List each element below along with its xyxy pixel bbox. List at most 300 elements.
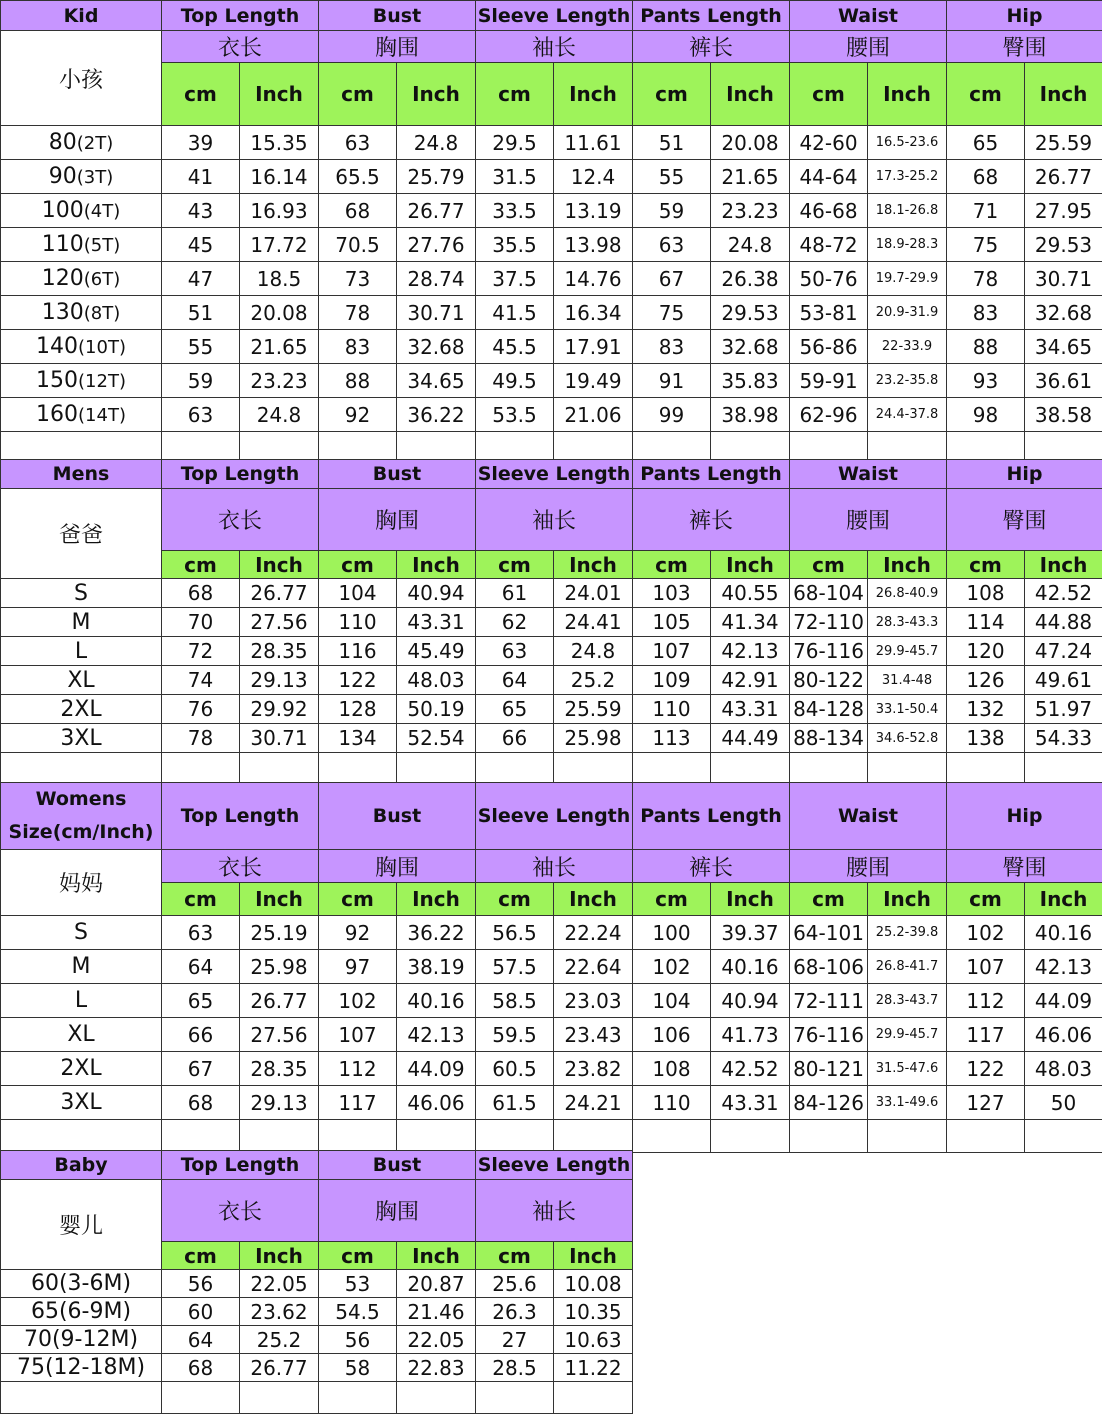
value-cell: 27 bbox=[476, 1326, 554, 1354]
value-cell: 67 bbox=[162, 1052, 240, 1086]
value-cell: 91 bbox=[633, 364, 711, 398]
unit-cm: cm bbox=[319, 63, 397, 126]
value-cell: 40.16 bbox=[1025, 916, 1102, 950]
value-cell: 25.98 bbox=[554, 724, 633, 753]
value-cell: 44.09 bbox=[1025, 984, 1102, 1018]
value-cell: 84-126 bbox=[790, 1086, 868, 1120]
value-cell: 24.01 bbox=[554, 579, 633, 608]
value-cell: 104 bbox=[633, 984, 711, 1018]
unit-cm: cm bbox=[319, 883, 397, 916]
value-cell: 42-60 bbox=[790, 126, 868, 160]
value-cell: 25.98 bbox=[240, 950, 319, 984]
value-cell: 100 bbox=[633, 916, 711, 950]
value-cell: 41.73 bbox=[711, 1018, 790, 1052]
table-row bbox=[1, 126, 1102, 160]
size-age: (3T) bbox=[76, 167, 114, 188]
size-label: 160 bbox=[36, 402, 79, 427]
womens-label-zh: 妈妈 bbox=[1, 850, 162, 916]
unit-cm: cm bbox=[633, 63, 711, 126]
womens-unit-row bbox=[1, 883, 1102, 916]
unit-inch: Inch bbox=[397, 883, 476, 916]
value-cell: 40.94 bbox=[397, 579, 476, 608]
value-cell: 60.5 bbox=[476, 1052, 554, 1086]
kid-label: Kid bbox=[1, 1, 162, 31]
value-cell: 27.56 bbox=[240, 608, 319, 637]
value-cell: 29.92 bbox=[240, 695, 319, 724]
value-cell: 16.34 bbox=[554, 296, 633, 330]
size-label: 120 bbox=[41, 266, 84, 291]
table-row bbox=[1, 950, 1102, 984]
col-waist: Waist bbox=[790, 1, 947, 31]
value-cell: 22-33.9 bbox=[868, 330, 947, 364]
col-bust: Bust bbox=[319, 460, 476, 489]
value-cell: 53.5 bbox=[476, 398, 554, 432]
value-cell: 43.31 bbox=[397, 608, 476, 637]
value-cell: 24.41 bbox=[554, 608, 633, 637]
size-label: L bbox=[74, 988, 88, 1013]
value-cell: 108 bbox=[633, 1052, 711, 1086]
size-age: (4T) bbox=[83, 201, 121, 222]
value-cell: 64 bbox=[162, 950, 240, 984]
col-top-length-zh: 衣长 bbox=[162, 1180, 319, 1242]
col-pants-length-zh: 裤长 bbox=[633, 31, 790, 63]
value-cell: 26.8-41.7 bbox=[868, 950, 947, 984]
value-cell: 42.91 bbox=[711, 666, 790, 695]
value-cell: 46.06 bbox=[397, 1086, 476, 1120]
col-sleeve-length-zh: 袖长 bbox=[476, 1180, 633, 1242]
col-hip-zh: 臀围 bbox=[947, 489, 1102, 551]
col-pants-length: Pants Length bbox=[633, 460, 790, 489]
value-cell: 10.08 bbox=[554, 1270, 633, 1298]
size-label: 140 bbox=[36, 334, 79, 359]
unit-inch: Inch bbox=[1025, 63, 1102, 126]
size-label: 3XL bbox=[60, 1090, 102, 1115]
value-cell: 68-106 bbox=[790, 950, 868, 984]
baby-label-zh: 婴儿 bbox=[1, 1180, 162, 1270]
size-cell bbox=[1, 194, 162, 228]
womens-header-row bbox=[1, 783, 1102, 850]
value-cell: 28.3-43.3 bbox=[868, 608, 947, 637]
unit-cm: cm bbox=[947, 551, 1025, 579]
col-top-length-zh: 衣长 bbox=[162, 850, 319, 883]
value-cell: 37.5 bbox=[476, 262, 554, 296]
col-hip: Hip bbox=[947, 1, 1102, 31]
value-cell: 83 bbox=[633, 330, 711, 364]
size-cell bbox=[1, 1326, 162, 1354]
size-cell bbox=[1, 262, 162, 296]
value-cell: 17.91 bbox=[554, 330, 633, 364]
value-cell: 22.64 bbox=[554, 950, 633, 984]
value-cell: 27.95 bbox=[1025, 194, 1102, 228]
value-cell: 31.4-48 bbox=[868, 666, 947, 695]
kid-label-zh: 小孩 bbox=[1, 31, 162, 126]
value-cell: 43.31 bbox=[711, 1086, 790, 1120]
value-cell: 68 bbox=[947, 160, 1025, 194]
value-cell: 23.43 bbox=[554, 1018, 633, 1052]
size-cell bbox=[1, 950, 162, 984]
value-cell: 44.49 bbox=[711, 724, 790, 753]
unit-cm: cm bbox=[319, 551, 397, 579]
value-cell: 43.31 bbox=[711, 695, 790, 724]
size-cell bbox=[1, 579, 162, 608]
value-cell: 62-96 bbox=[790, 398, 868, 432]
value-cell: 51.97 bbox=[1025, 695, 1102, 724]
value-cell: 103 bbox=[633, 579, 711, 608]
value-cell: 29.9-45.7 bbox=[868, 1018, 947, 1052]
unit-inch: Inch bbox=[397, 63, 476, 126]
table-row bbox=[1, 330, 1102, 364]
value-cell: 45.5 bbox=[476, 330, 554, 364]
value-cell: 102 bbox=[633, 950, 711, 984]
blank-row bbox=[1, 1382, 633, 1414]
table-row bbox=[1, 1326, 633, 1354]
unit-cm: cm bbox=[633, 551, 711, 579]
value-cell: 138 bbox=[947, 724, 1025, 753]
unit-cm: cm bbox=[947, 883, 1025, 916]
size-label: S bbox=[74, 580, 88, 606]
value-cell: 67 bbox=[633, 262, 711, 296]
value-cell: 40.94 bbox=[711, 984, 790, 1018]
unit-inch: Inch bbox=[711, 883, 790, 916]
unit-cm: cm bbox=[319, 1242, 397, 1270]
value-cell: 25.2 bbox=[554, 666, 633, 695]
value-cell: 46-68 bbox=[790, 194, 868, 228]
table-row bbox=[1, 1354, 633, 1382]
value-cell: 80-121 bbox=[790, 1052, 868, 1086]
value-cell: 28.74 bbox=[397, 262, 476, 296]
value-cell: 29.5 bbox=[476, 126, 554, 160]
value-cell: 35.5 bbox=[476, 228, 554, 262]
value-cell: 110 bbox=[319, 608, 397, 637]
value-cell: 88 bbox=[947, 330, 1025, 364]
value-cell: 83 bbox=[947, 296, 1025, 330]
value-cell: 56.5 bbox=[476, 916, 554, 950]
value-cell: 66 bbox=[476, 724, 554, 753]
col-hip-zh: 臀围 bbox=[947, 850, 1102, 883]
value-cell: 27.56 bbox=[240, 1018, 319, 1052]
table-row bbox=[1, 916, 1102, 950]
unit-inch: Inch bbox=[554, 883, 633, 916]
value-cell: 52.54 bbox=[397, 724, 476, 753]
value-cell: 65 bbox=[476, 695, 554, 724]
value-cell: 109 bbox=[633, 666, 711, 695]
value-cell: 24.8 bbox=[554, 637, 633, 666]
table-row bbox=[1, 1052, 1102, 1086]
value-cell: 24.8 bbox=[240, 398, 319, 432]
value-cell: 36.22 bbox=[397, 398, 476, 432]
value-cell: 63 bbox=[633, 228, 711, 262]
value-cell: 26.77 bbox=[1025, 160, 1102, 194]
value-cell: 80-122 bbox=[790, 666, 868, 695]
unit-cm: cm bbox=[790, 63, 868, 126]
value-cell: 61.5 bbox=[476, 1086, 554, 1120]
value-cell: 108 bbox=[947, 579, 1025, 608]
value-cell: 64 bbox=[476, 666, 554, 695]
size-label: 3XL bbox=[60, 725, 102, 751]
value-cell: 64 bbox=[162, 1326, 240, 1354]
table-row bbox=[1, 1086, 1102, 1120]
value-cell: 59 bbox=[633, 194, 711, 228]
table-row bbox=[1, 1018, 1102, 1052]
col-waist: Waist bbox=[790, 460, 947, 489]
value-cell: 46.06 bbox=[1025, 1018, 1102, 1052]
value-cell: 33.5 bbox=[476, 194, 554, 228]
value-cell: 64-101 bbox=[790, 916, 868, 950]
value-cell: 20.87 bbox=[397, 1270, 476, 1298]
value-cell: 44.88 bbox=[1025, 608, 1102, 637]
value-cell: 21.65 bbox=[711, 160, 790, 194]
value-cell: 22.24 bbox=[554, 916, 633, 950]
value-cell: 24.4-37.8 bbox=[868, 398, 947, 432]
size-age: (12T) bbox=[78, 371, 126, 392]
size-label: XL bbox=[67, 667, 95, 693]
col-bust-zh: 胸围 bbox=[319, 489, 476, 551]
size-label: M bbox=[71, 954, 91, 979]
size-cell bbox=[1, 1298, 162, 1326]
col-top-length: Top Length bbox=[162, 1151, 319, 1180]
value-cell: 56 bbox=[162, 1270, 240, 1298]
size-label: M bbox=[71, 609, 91, 635]
value-cell: 42.52 bbox=[1025, 579, 1102, 608]
value-cell: 21.46 bbox=[397, 1298, 476, 1326]
value-cell: 72-111 bbox=[790, 984, 868, 1018]
size-cell bbox=[1, 695, 162, 724]
value-cell: 72 bbox=[162, 637, 240, 666]
value-cell: 13.19 bbox=[554, 194, 633, 228]
value-cell: 28.35 bbox=[240, 1052, 319, 1086]
col-pants-length-zh: 裤长 bbox=[633, 489, 790, 551]
value-cell: 32.68 bbox=[711, 330, 790, 364]
value-cell: 11.22 bbox=[554, 1354, 633, 1382]
value-cell: 76-116 bbox=[790, 637, 868, 666]
value-cell: 17.3-25.2 bbox=[868, 160, 947, 194]
value-cell: 18.1-26.8 bbox=[868, 194, 947, 228]
col-bust: Bust bbox=[319, 1, 476, 31]
value-cell: 11.61 bbox=[554, 126, 633, 160]
size-cell bbox=[1, 160, 162, 194]
unit-cm: cm bbox=[633, 883, 711, 916]
value-cell: 107 bbox=[947, 950, 1025, 984]
value-cell: 16.14 bbox=[240, 160, 319, 194]
value-cell: 70 bbox=[162, 608, 240, 637]
value-cell: 58.5 bbox=[476, 984, 554, 1018]
unit-inch: Inch bbox=[397, 1242, 476, 1270]
unit-cm: cm bbox=[476, 63, 554, 126]
value-cell: 25.2 bbox=[240, 1326, 319, 1354]
col-hip: Hip bbox=[947, 460, 1102, 489]
value-cell: 53 bbox=[319, 1270, 397, 1298]
value-cell: 39 bbox=[162, 126, 240, 160]
size-label: 2XL bbox=[60, 696, 102, 722]
value-cell: 40.55 bbox=[711, 579, 790, 608]
col-sleeve-length: Sleeve Length bbox=[476, 1151, 633, 1180]
value-cell: 126 bbox=[947, 666, 1025, 695]
mens-zh-row bbox=[1, 489, 1102, 551]
unit-cm: cm bbox=[947, 63, 1025, 126]
unit-inch: Inch bbox=[240, 1242, 319, 1270]
col-pants-length: Pants Length bbox=[633, 783, 790, 850]
value-cell: 23.23 bbox=[240, 364, 319, 398]
unit-inch: Inch bbox=[240, 883, 319, 916]
size-age: (14T) bbox=[78, 405, 126, 426]
unit-inch: Inch bbox=[868, 63, 947, 126]
value-cell: 53-81 bbox=[790, 296, 868, 330]
col-pants-length-zh: 裤长 bbox=[633, 850, 790, 883]
col-sleeve-length-zh: 袖长 bbox=[476, 489, 633, 551]
size-label: 130 bbox=[41, 300, 84, 325]
mens-label-zh: 爸爸 bbox=[1, 489, 162, 579]
kid-rows bbox=[1, 126, 1102, 432]
value-cell: 22.05 bbox=[397, 1326, 476, 1354]
value-cell: 75 bbox=[633, 296, 711, 330]
baby-label: Baby bbox=[1, 1151, 162, 1180]
value-cell: 33.1-49.6 bbox=[868, 1086, 947, 1120]
size-label: 65(6-9M) bbox=[30, 1299, 132, 1324]
size-cell bbox=[1, 364, 162, 398]
value-cell: 18.5 bbox=[240, 262, 319, 296]
value-cell: 23.82 bbox=[554, 1052, 633, 1086]
size-label: 70(9-12M) bbox=[23, 1327, 139, 1352]
value-cell: 49.5 bbox=[476, 364, 554, 398]
value-cell: 72-110 bbox=[790, 608, 868, 637]
value-cell: 31.5 bbox=[476, 160, 554, 194]
value-cell: 34.65 bbox=[397, 364, 476, 398]
value-cell: 25.2-39.8 bbox=[868, 916, 947, 950]
value-cell: 44.09 bbox=[397, 1052, 476, 1086]
col-waist-zh: 腰围 bbox=[790, 850, 947, 883]
value-cell: 17.72 bbox=[240, 228, 319, 262]
baby-size-table bbox=[0, 1150, 633, 1414]
value-cell: 50.19 bbox=[397, 695, 476, 724]
unit-inch: Inch bbox=[1025, 883, 1102, 916]
value-cell: 60 bbox=[162, 1298, 240, 1326]
table-row bbox=[1, 1298, 633, 1326]
value-cell: 78 bbox=[947, 262, 1025, 296]
value-cell: 110 bbox=[633, 695, 711, 724]
table-row bbox=[1, 608, 1102, 637]
value-cell: 113 bbox=[633, 724, 711, 753]
size-cell bbox=[1, 608, 162, 637]
size-label: 80 bbox=[48, 130, 77, 155]
value-cell: 50-76 bbox=[790, 262, 868, 296]
value-cell: 39.37 bbox=[711, 916, 790, 950]
kid-zh-row bbox=[1, 31, 1102, 63]
col-bust-zh: 胸围 bbox=[319, 31, 476, 63]
value-cell: 62 bbox=[476, 608, 554, 637]
kid-header-row bbox=[1, 1, 1102, 31]
size-cell bbox=[1, 1354, 162, 1382]
size-cell bbox=[1, 984, 162, 1018]
value-cell: 26.77 bbox=[240, 1354, 319, 1382]
value-cell: 42.13 bbox=[1025, 950, 1102, 984]
value-cell: 40.16 bbox=[397, 984, 476, 1018]
value-cell: 65.5 bbox=[319, 160, 397, 194]
col-top-length: Top Length bbox=[162, 783, 319, 850]
value-cell: 34.65 bbox=[1025, 330, 1102, 364]
value-cell: 36.22 bbox=[397, 916, 476, 950]
size-label: 90 bbox=[48, 164, 77, 189]
size-cell bbox=[1, 1018, 162, 1052]
col-pants-length: Pants Length bbox=[633, 1, 790, 31]
womens-zh-row bbox=[1, 850, 1102, 883]
value-cell: 22.83 bbox=[397, 1354, 476, 1382]
value-cell: 14.76 bbox=[554, 262, 633, 296]
value-cell: 34.6-52.8 bbox=[868, 724, 947, 753]
value-cell: 106 bbox=[633, 1018, 711, 1052]
col-bust: Bust bbox=[319, 783, 476, 850]
value-cell: 99 bbox=[633, 398, 711, 432]
mens-rows bbox=[1, 579, 1102, 753]
value-cell: 92 bbox=[319, 916, 397, 950]
size-cell bbox=[1, 398, 162, 432]
value-cell: 88-134 bbox=[790, 724, 868, 753]
value-cell: 24.8 bbox=[711, 228, 790, 262]
table-row bbox=[1, 579, 1102, 608]
size-cell bbox=[1, 296, 162, 330]
col-top-length: Top Length bbox=[162, 1, 319, 31]
size-cell bbox=[1, 228, 162, 262]
unit-cm: cm bbox=[162, 551, 240, 579]
size-label: 75(12-18M) bbox=[16, 1355, 146, 1380]
value-cell: 27.76 bbox=[397, 228, 476, 262]
value-cell: 97 bbox=[319, 950, 397, 984]
table-row bbox=[1, 364, 1102, 398]
unit-inch: Inch bbox=[240, 551, 319, 579]
col-bust-zh: 胸围 bbox=[319, 850, 476, 883]
value-cell: 40.16 bbox=[711, 950, 790, 984]
size-cell bbox=[1, 1270, 162, 1298]
table-row bbox=[1, 1270, 633, 1298]
unit-inch: Inch bbox=[554, 551, 633, 579]
unit-cm: cm bbox=[790, 883, 868, 916]
value-cell: 48-72 bbox=[790, 228, 868, 262]
value-cell: 55 bbox=[162, 330, 240, 364]
value-cell: 38.19 bbox=[397, 950, 476, 984]
value-cell: 30.71 bbox=[240, 724, 319, 753]
value-cell: 78 bbox=[162, 724, 240, 753]
mens-unit-row bbox=[1, 551, 1102, 579]
value-cell: 16.5-23.6 bbox=[868, 126, 947, 160]
value-cell: 21.65 bbox=[240, 330, 319, 364]
size-age: (2T) bbox=[76, 133, 114, 154]
table-row bbox=[1, 724, 1102, 753]
value-cell: 28.3-43.7 bbox=[868, 984, 947, 1018]
value-cell: 128 bbox=[319, 695, 397, 724]
value-cell: 54.5 bbox=[319, 1298, 397, 1326]
unit-cm: cm bbox=[476, 551, 554, 579]
value-cell: 20.9-31.9 bbox=[868, 296, 947, 330]
value-cell: 26.77 bbox=[240, 984, 319, 1018]
value-cell: 127 bbox=[947, 1086, 1025, 1120]
value-cell: 10.35 bbox=[554, 1298, 633, 1326]
unit-cm: cm bbox=[476, 883, 554, 916]
value-cell: 76 bbox=[162, 695, 240, 724]
value-cell: 18.9-28.3 bbox=[868, 228, 947, 262]
value-cell: 29.9-45.7 bbox=[868, 637, 947, 666]
value-cell: 31.5-47.6 bbox=[868, 1052, 947, 1086]
value-cell: 104 bbox=[319, 579, 397, 608]
table-row bbox=[1, 160, 1102, 194]
value-cell: 68 bbox=[319, 194, 397, 228]
value-cell: 30.71 bbox=[1025, 262, 1102, 296]
col-sleeve-length-zh: 袖长 bbox=[476, 850, 633, 883]
value-cell: 20.08 bbox=[240, 296, 319, 330]
value-cell: 116 bbox=[319, 637, 397, 666]
value-cell: 48.03 bbox=[397, 666, 476, 695]
size-label: S bbox=[74, 920, 88, 945]
col-sleeve-length: Sleeve Length bbox=[476, 783, 633, 850]
value-cell: 59.5 bbox=[476, 1018, 554, 1052]
